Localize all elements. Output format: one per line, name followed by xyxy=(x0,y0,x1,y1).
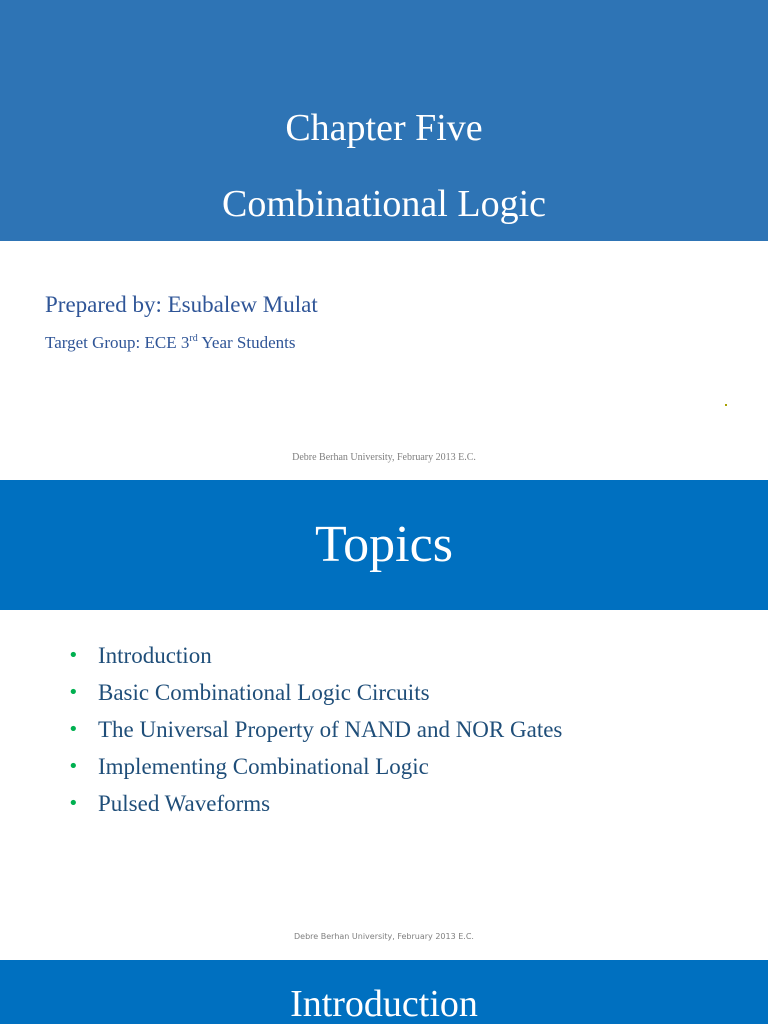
list-item-label: Pulsed Waveforms xyxy=(98,791,271,816)
decorative-dot xyxy=(725,404,727,406)
list-item xyxy=(68,788,562,825)
list-item-label: Basic Combinational Logic Circuits xyxy=(98,680,430,705)
topics-title: Topics xyxy=(315,516,453,573)
list-item-label: The Universal Property of NAND and NOR Gates xyxy=(98,717,563,742)
chapter-title: Chapter Five xyxy=(285,107,483,149)
bullet-icon: • xyxy=(68,682,79,703)
list-item xyxy=(68,751,562,788)
list-item-label: Introduction xyxy=(98,643,212,668)
slide-footer: Debre Berhan University, February 2013 E.C. xyxy=(294,932,474,941)
target-group xyxy=(45,333,296,353)
introduction-title: Introduction xyxy=(290,983,478,1025)
slide-topics xyxy=(0,480,768,960)
slide-title xyxy=(0,0,768,480)
list-item-label: Implementing Combinational Logic xyxy=(98,754,429,779)
target-group-suffix: Year Students xyxy=(197,333,296,352)
list-item xyxy=(68,640,562,677)
slide-footer: Debre Berhan University, February 2013 E.C. xyxy=(292,452,476,463)
bullet-icon: • xyxy=(68,645,79,666)
chapter-subtitle: Combinational Logic xyxy=(221,183,546,225)
list-item xyxy=(68,677,562,714)
topics-list xyxy=(68,640,562,825)
target-group-sup: rd xyxy=(189,333,198,344)
prepared-by: Prepared by: Esubalew Mulat xyxy=(45,292,318,317)
bullet-icon: • xyxy=(68,719,79,740)
target-group-prefix: Target Group: ECE 3 xyxy=(45,333,190,352)
bullet-icon: • xyxy=(68,756,79,777)
list-item xyxy=(68,714,562,751)
bullet-icon: • xyxy=(68,793,79,814)
slide-introduction xyxy=(0,960,768,1024)
